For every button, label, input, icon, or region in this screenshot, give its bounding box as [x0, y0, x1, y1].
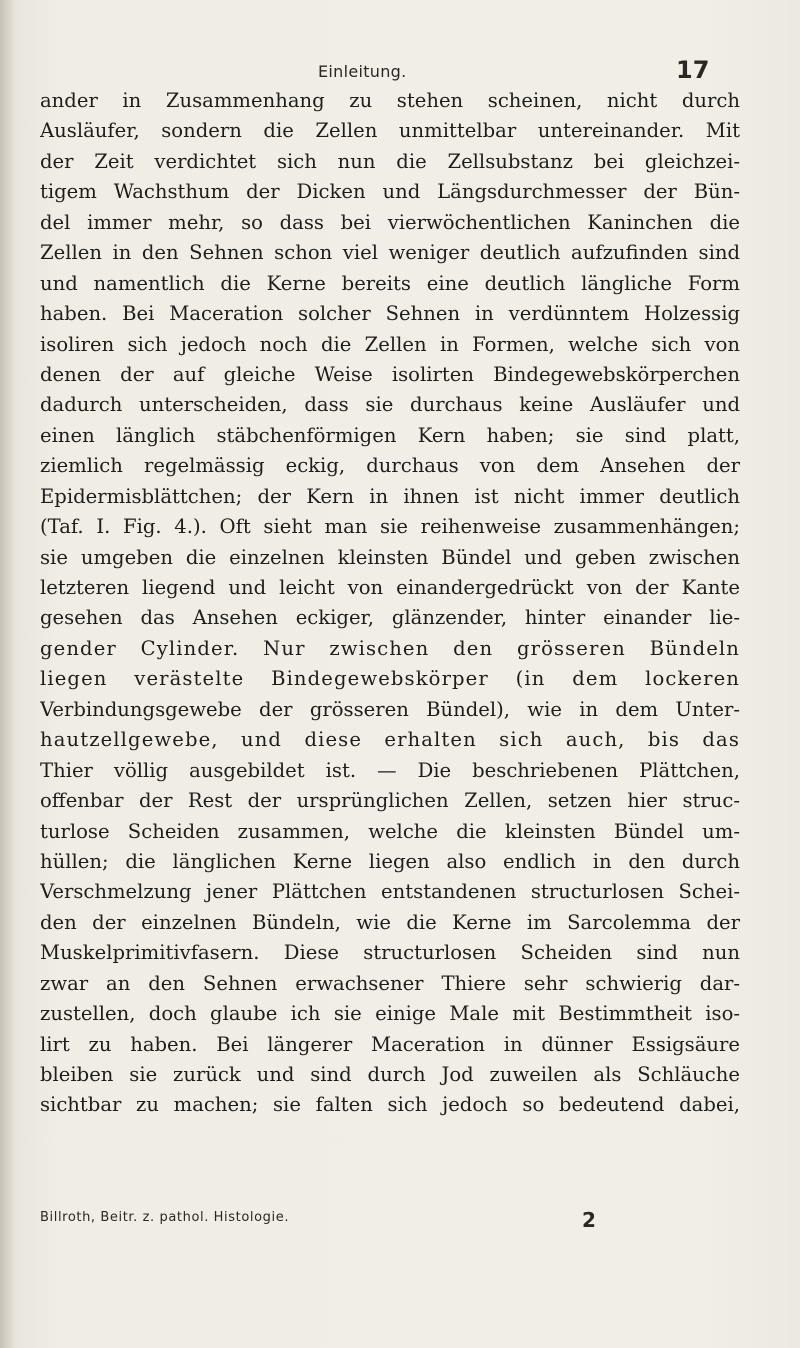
body-text [40, 86, 740, 1121]
running-head: Einleitung. [318, 62, 407, 81]
text-line-emphasized: liegen verästelte Bindegewebskörper (in dem lockeren [40, 667, 740, 691]
text-line: Verschmelzung jener Plättchen entstandenen structurlosen Schei- [40, 880, 740, 904]
text-line: Ausläufer, sondern die Zellen unmittelbar untereinander. Mit [40, 119, 740, 143]
text-line: Verbindungsgewebe der grösseren Bündel), wie in dem Unter- [40, 697, 740, 721]
text-line: tigem Wachsthum der Dicken und Längsdurchmesser der Bün- [40, 180, 740, 204]
text-line: einen länglich stäbchenförmigen Kern haben; sie sind platt, [40, 423, 740, 447]
text-line: und namentlich die Kerne bereits eine deutlich längliche Form [40, 271, 740, 295]
text-line: isoliren sich jedoch noch die Zellen in Formen, welche sich von [40, 332, 740, 356]
text-line: Thier völlig ausgebildet ist. — Die beschriebenen Plättchen, [40, 758, 740, 782]
text-line: turlose Scheiden zusammen, welche die kleinsten Bündel um- [40, 819, 740, 843]
text-line: gesehen das Ansehen eckiger, glänzender, hinter einander lie- [40, 606, 740, 630]
text-line: denen der auf gleiche Weise isolirten Bindegewebskörperchen [40, 362, 740, 386]
page-number: 17 [676, 56, 710, 84]
text-line: zwar an den Sehnen erwachsener Thiere sehr schwierig dar- [40, 971, 740, 995]
text-line: zustellen, doch glaube ich sie einige Male mit Bestimmtheit iso- [40, 1002, 740, 1026]
text-line: sichtbar zu machen; sie falten sich jedoch so bedeutend dabei, [40, 1093, 740, 1117]
text-line: dadurch unterscheiden, dass sie durchaus keine Ausläufer und [40, 393, 740, 417]
signature-mark: 2 [582, 1208, 596, 1232]
text-line: Zellen in den Sehnen schon viel weniger deutlich aufzufinden sind [40, 241, 740, 265]
text-line: den der einzelnen Bündeln, wie die Kerne im Sarcolemma der [40, 910, 740, 934]
text-line: (Taf. I. Fig. 4.). Oft sieht man sie reihenweise zusammenhängen; [40, 515, 740, 539]
text-line: lirt zu haben. Bei längerer Maceration in dünner Essigsäure [40, 1032, 740, 1056]
page-gutter-shadow [0, 0, 14, 1348]
text-line: letzteren liegend und leicht von einandergedrückt von der Kante [40, 576, 740, 599]
text-line: ander in Zusammenhang zu stehen scheinen, nicht durch [40, 89, 740, 112]
text-line: der Zeit verdichtet sich nun die Zellsubstanz bei gleichzei- [40, 149, 740, 173]
footer-reference: Billroth, Beitr. z. pathol. Histologie. [40, 1210, 290, 1225]
text-line: Epidermisblättchen; der Kern in ihnen ist nicht immer deutlich [40, 484, 740, 508]
text-line: hüllen; die länglichen Kerne liegen also endlich in den durch [40, 849, 740, 873]
text-line: offenbar der Rest der ursprünglichen Zellen, setzen hier struc- [40, 789, 740, 813]
text-line-emphasized: gender Cylinder. Nur zwischen den grösseren Bündeln [40, 636, 740, 660]
text-line: del immer mehr, so dass bei vierwöchentlichen Kaninchen die [40, 210, 740, 234]
text-line: ziemlich regelmässig eckig, durchaus von dem Ansehen der [40, 454, 740, 478]
page-footer [40, 1208, 740, 1234]
text-line: bleiben sie zurück und sind durch Jod zuweilen als Schläuche [40, 1063, 740, 1086]
text-line: sie umgeben die einzelnen kleinsten Bündel und geben zwischen [40, 545, 740, 569]
text-line: Muskelprimitivfasern. Diese structurlosen Scheiden sind nun [40, 941, 740, 965]
text-line-emphasized: hautzellgewebe, und diese erhalten sich auch, bis das [40, 728, 740, 752]
text-line: haben. Bei Maceration solcher Sehnen in verdünntem Holzessig [40, 302, 740, 326]
